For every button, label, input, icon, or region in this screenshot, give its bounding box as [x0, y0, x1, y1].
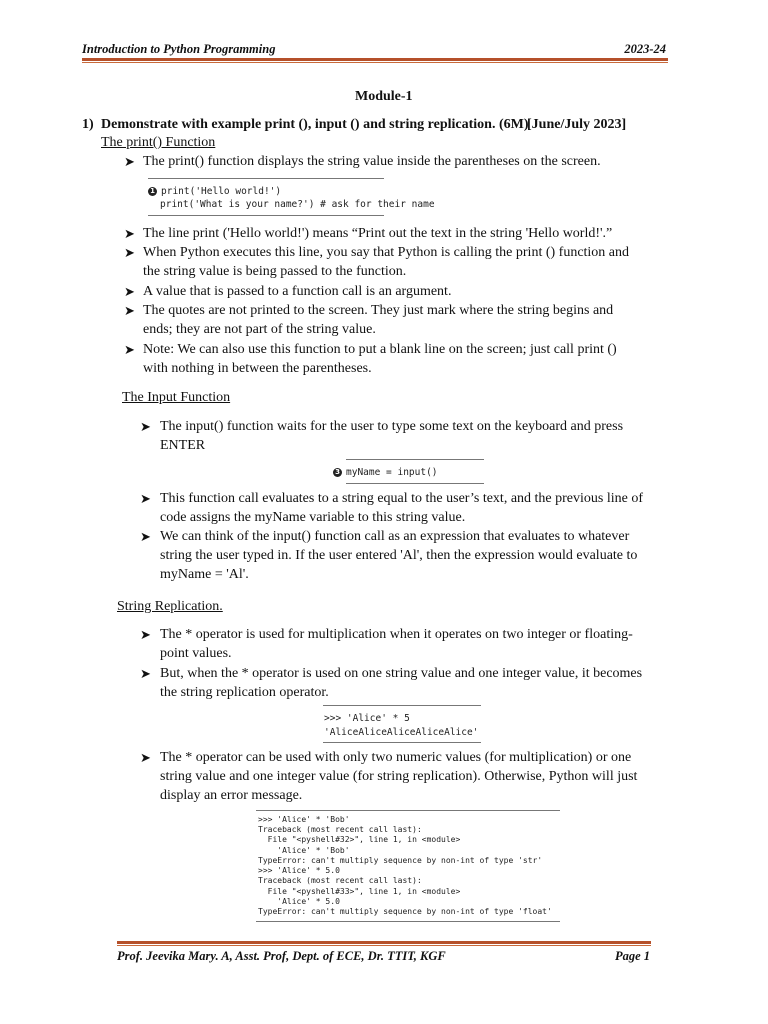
bullet-arrow-icon: ➤	[124, 245, 135, 260]
bullet-arrow-icon: ➤	[140, 666, 151, 681]
question-tag: [June/July 2023]	[527, 117, 627, 132]
print-bullet-1: The print() function displays the string value inside the parentheses on the screen.	[143, 154, 601, 169]
print-heading: The print() Function	[101, 135, 216, 150]
input-bullet: We can think of the input() function call as an expression that evaluates to whatever	[160, 529, 630, 544]
traceback-line: 'Alice' * 5.0	[258, 897, 340, 906]
page-number: Page 1	[614, 949, 650, 963]
input-code-block	[333, 466, 438, 479]
module-title: Module-1	[355, 89, 413, 104]
code-rule	[256, 810, 560, 811]
footer-rule-thin	[117, 945, 651, 946]
print-bullet: Note: We can also use this function to put a blank line on the screen; just call print ()	[143, 342, 617, 357]
input-heading: The Input Function	[122, 390, 231, 405]
traceback-line: Traceback (most recent call last):	[258, 876, 422, 885]
page-header-title: Introduction to Python Programming	[82, 42, 276, 56]
input-bullet-cont: code assigns the myName variable to this string value.	[160, 510, 466, 525]
code-rule	[323, 705, 481, 706]
code-rule	[148, 215, 384, 216]
input-bullet-1-cont: ENTER	[160, 438, 206, 453]
code-line: myName = input()	[346, 467, 438, 478]
question-text: Demonstrate with example print (), input () and string replication. (6M)	[101, 117, 529, 132]
replication-bullet-cont: string value and one integer value (for string replication). Otherwise, Python will just	[160, 769, 638, 784]
code-line: 'AliceAliceAliceAliceAlice'	[324, 727, 479, 738]
code-marker-icon: 3	[333, 468, 342, 477]
print-bullet-cont: the string value is being passed to the function.	[143, 264, 407, 279]
code-line: print('Hello world!')	[161, 186, 282, 197]
bullet-arrow-icon: ➤	[124, 303, 135, 318]
code-rule	[256, 921, 560, 922]
header-rule	[82, 58, 668, 61]
traceback-line: File "<pyshell#33>", line 1, in <module>	[258, 887, 461, 896]
code-rule	[346, 483, 484, 484]
bullet-arrow-icon: ➤	[124, 284, 135, 299]
question-number: 1)	[82, 117, 94, 132]
bullet-arrow-icon: ➤	[124, 226, 135, 241]
page-footer-author: Prof. Jeevika Mary. A, Asst. Prof, Dept. of ECE, Dr. TTIT, KGF	[117, 949, 446, 963]
bullet-arrow-icon: ➤	[124, 342, 135, 357]
bullet-arrow-icon: ➤	[140, 627, 151, 642]
replication-bullet-cont: point values.	[160, 646, 232, 661]
replication-bullet: The * operator is used for multiplication when it operates on two integer or floating-	[160, 627, 633, 642]
print-bullet: When Python executes this line, you say that Python is calling the print () function and	[143, 245, 630, 260]
bullet-arrow-icon: ➤	[124, 154, 135, 169]
bullet-arrow-icon: ➤	[140, 419, 151, 434]
page-header-year: 2023-24	[624, 42, 666, 56]
header-rule-thin	[82, 62, 668, 63]
input-bullet-1: The input() function waits for the user to type some text on the keyboard and press	[160, 419, 624, 434]
print-bullet-cont: with nothing in between the parentheses.	[143, 361, 372, 376]
print-code-block	[148, 185, 281, 198]
bullet-arrow-icon: ➤	[140, 529, 151, 544]
code-rule	[346, 459, 484, 460]
traceback-line: TypeError: can't multiply sequence by non-int of type 'str'	[258, 856, 543, 865]
print-bullet: The quotes are not printed to the screen. They just mark where the string begins and	[143, 303, 614, 318]
traceback-line: File "<pyshell#32>", line 1, in <module>	[258, 835, 461, 844]
print-bullet: The line print ('Hello world!') means “Print out the text in the string 'Hello world!'.”	[143, 226, 613, 241]
traceback-line: >>> 'Alice' * 5.0	[258, 866, 340, 875]
traceback-line: Traceback (most recent call last):	[258, 825, 422, 834]
replication-heading: String Replication.	[117, 599, 223, 614]
code-rule	[148, 178, 384, 179]
code-line: >>> 'Alice' * 5	[324, 713, 410, 724]
traceback-line: 'Alice' * 'Bob'	[258, 846, 350, 855]
code-line: print('What is your name?') # ask for their name	[160, 199, 435, 210]
replication-bullet-cont: display an error message.	[160, 788, 303, 803]
code-marker-icon: 1	[148, 187, 157, 196]
input-bullet: This function call evaluates to a string equal to the user’s text, and the previous line of	[160, 491, 643, 506]
bullet-arrow-icon: ➤	[140, 750, 151, 765]
replication-bullet-cont: the string replication operator.	[160, 685, 329, 700]
input-bullet-cont: string the user typed in. If the user entered 'Al', then the expression would evaluate to	[160, 548, 638, 563]
traceback-line: TypeError: can't multiply sequence by non-int of type 'float'	[258, 907, 552, 916]
traceback-line: >>> 'Alice' * 'Bob'	[258, 815, 350, 824]
input-bullet-cont: myName = 'Al'.	[160, 567, 249, 582]
replication-bullet: The * operator can be used with only two numeric values (for multiplication) or one	[160, 750, 632, 765]
footer-rule	[117, 941, 651, 944]
print-bullet-cont: ends; they are not part of the string value.	[143, 322, 376, 337]
bullet-arrow-icon: ➤	[140, 491, 151, 506]
print-bullet: A value that is passed to a function call is an argument.	[143, 284, 452, 299]
replication-bullet: But, when the * operator is used on one string value and one integer value, it becomes	[160, 666, 643, 681]
code-rule	[323, 742, 481, 743]
